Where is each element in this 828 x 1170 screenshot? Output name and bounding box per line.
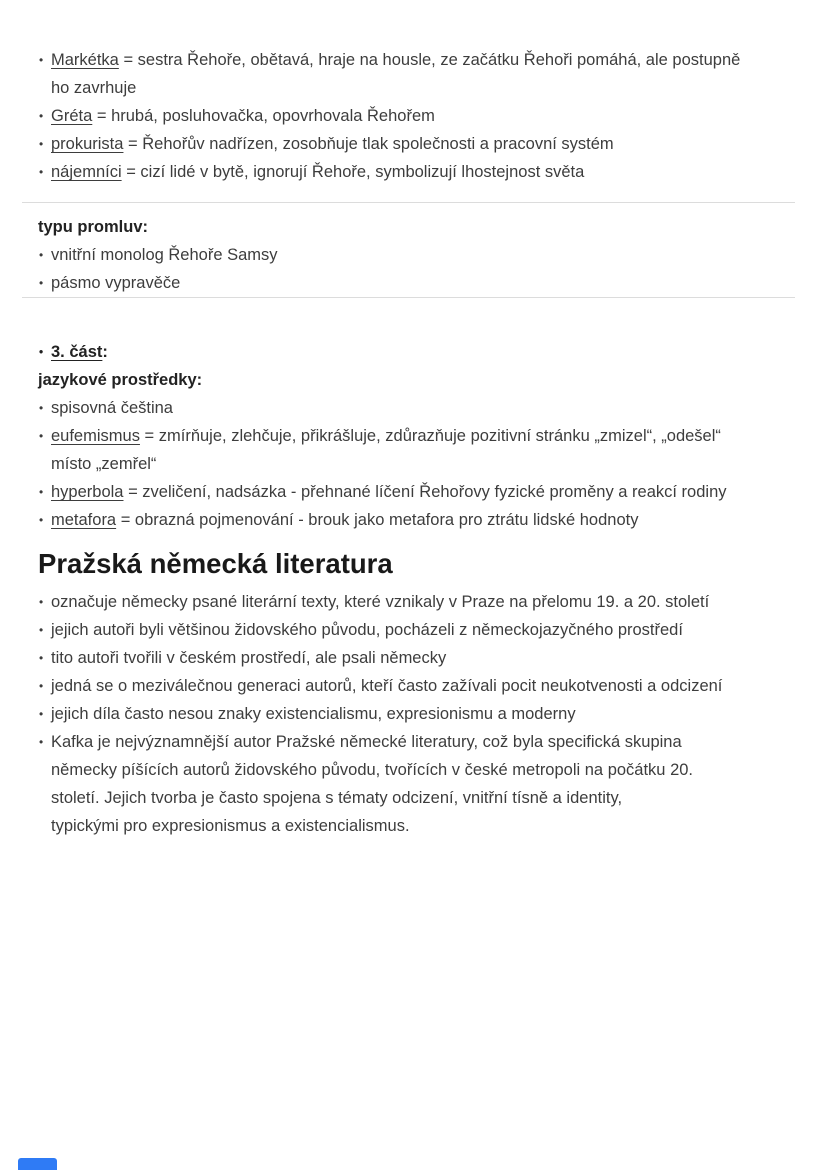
character-desc: = sestra Řehoře, obětavá, hraje na housle, ze začátku Řehoři pomáhá, ale postupně <box>118 51 741 69</box>
list-item-text: spisovná čeština <box>51 399 173 417</box>
cutoff-blue-element <box>18 1158 57 1170</box>
list-item <box>38 478 795 506</box>
list-item <box>38 616 795 644</box>
list-item <box>38 728 795 840</box>
list-item <box>38 644 795 672</box>
list-item <box>38 588 795 616</box>
device-desc: = zveličení, nadsázka - přehnané líčení Řehořovy fyzické proměny a reakcí rodiny <box>123 483 727 501</box>
page-title: Pražská německá literatura <box>38 548 393 579</box>
device-term: metafora <box>51 511 117 529</box>
part3-section <box>38 338 795 534</box>
bullet-icon: • <box>39 513 44 527</box>
list-item-text: vnitřní monolog Řehoře Samsy <box>51 246 278 264</box>
list-item-text: jejich autoři byli většinou židovského původu, pocházeli z německojazyčného prostředí <box>51 621 683 639</box>
promluvy-list <box>38 241 795 297</box>
paragraph-line: německy píšících autorů židovského původu, tvořících v české metropoli na počátku 20. <box>51 761 694 779</box>
promluvy-label: typu promluv: <box>38 218 148 236</box>
bullet-icon: • <box>39 623 44 637</box>
bullet-icon: • <box>39 679 44 693</box>
bullet-icon: • <box>39 53 44 67</box>
bullet-icon: • <box>39 109 44 123</box>
language-devices-list <box>38 394 795 534</box>
character-desc: = hrubá, posluhovačka, opovrhovala Řehořem <box>92 107 435 125</box>
character-term: Gréta <box>51 107 93 125</box>
list-item <box>38 241 795 269</box>
bullet-icon: • <box>39 401 44 415</box>
list-item <box>38 158 795 186</box>
character-term: prokurista <box>51 135 124 153</box>
section-divider <box>22 297 795 298</box>
list-item-text: tito autoři tvořili v českém prostředí, ale psali německy <box>51 649 447 667</box>
pnl-list <box>38 588 795 728</box>
list-item-text: jedná se o meziválečnou generaci autorů, kteří často zažívali pocit neukotvenosti a odcizení <box>51 677 723 695</box>
device-desc: = zmírňuje, zlehčuje, přikrášluje, zdůrazňuje pozitivní stránku „zmizel“, „odešel“ <box>139 427 721 445</box>
device-term: hyperbola <box>51 483 124 501</box>
list-item-text: jejich díla často nesou znaky existencialismu, expresionismu a moderny <box>51 705 576 723</box>
kafka-paragraph <box>38 728 795 840</box>
paragraph-line: typickými pro expresionismus a existencialismus. <box>51 817 410 835</box>
character-desc: = Řehořův nadřízen, zosobňuje tlak společnosti a pracovní systém <box>123 135 614 153</box>
bullet-icon: • <box>39 165 44 179</box>
bullet-icon: • <box>39 137 44 151</box>
device-term: eufemismus <box>51 427 140 445</box>
bullet-icon: • <box>39 735 44 749</box>
character-list <box>38 46 795 186</box>
part3-label: jazykové prostředky: <box>38 371 203 389</box>
bullet-icon: • <box>39 651 44 665</box>
bullet-icon: • <box>39 345 44 359</box>
device-desc-continued: místo „zemřel“ <box>51 455 157 473</box>
bullet-icon: • <box>39 595 44 609</box>
character-desc: = cizí lidé v bytě, ignorují Řehoře, symbolizují lhostejnost světa <box>121 163 585 181</box>
list-item-text: pásmo vypravěče <box>51 274 181 292</box>
device-desc: = obrazná pojmenování - brouk jako metafora pro ztrátu lidské hodnoty <box>116 511 639 529</box>
section-divider <box>22 202 795 203</box>
list-item-text: označuje německy psané literární texty, které vznikaly v Praze na přelomu 19. a 20. století <box>51 593 710 611</box>
bullet-icon: • <box>39 707 44 721</box>
part3-heading <box>38 338 795 366</box>
character-desc-continued: ho zavrhuje <box>51 79 137 97</box>
list-item <box>38 506 795 534</box>
bullet-icon: • <box>39 429 44 443</box>
part3-heading-term: 3. část <box>51 343 103 361</box>
list-item <box>38 102 795 130</box>
list-item <box>38 700 795 728</box>
list-item <box>38 394 795 422</box>
list-item <box>38 269 795 297</box>
list-item <box>38 130 795 158</box>
bullet-icon: • <box>39 276 44 290</box>
character-term: nájemníci <box>51 163 122 181</box>
list-item <box>38 46 795 102</box>
part3-heading-colon: : <box>102 343 108 361</box>
paragraph-line: století. Jejich tvorba je často spojena s tématy odcizení, vnitřní tísně a identity, <box>51 789 623 807</box>
list-item <box>38 672 795 700</box>
bullet-icon: • <box>39 248 44 262</box>
character-term: Markétka <box>51 51 119 69</box>
list-item <box>38 422 795 478</box>
paragraph-line: Kafka je nejvýznamnější autor Pražské německé literatury, což byla specifická skupina <box>51 733 682 751</box>
bullet-icon: • <box>39 485 44 499</box>
